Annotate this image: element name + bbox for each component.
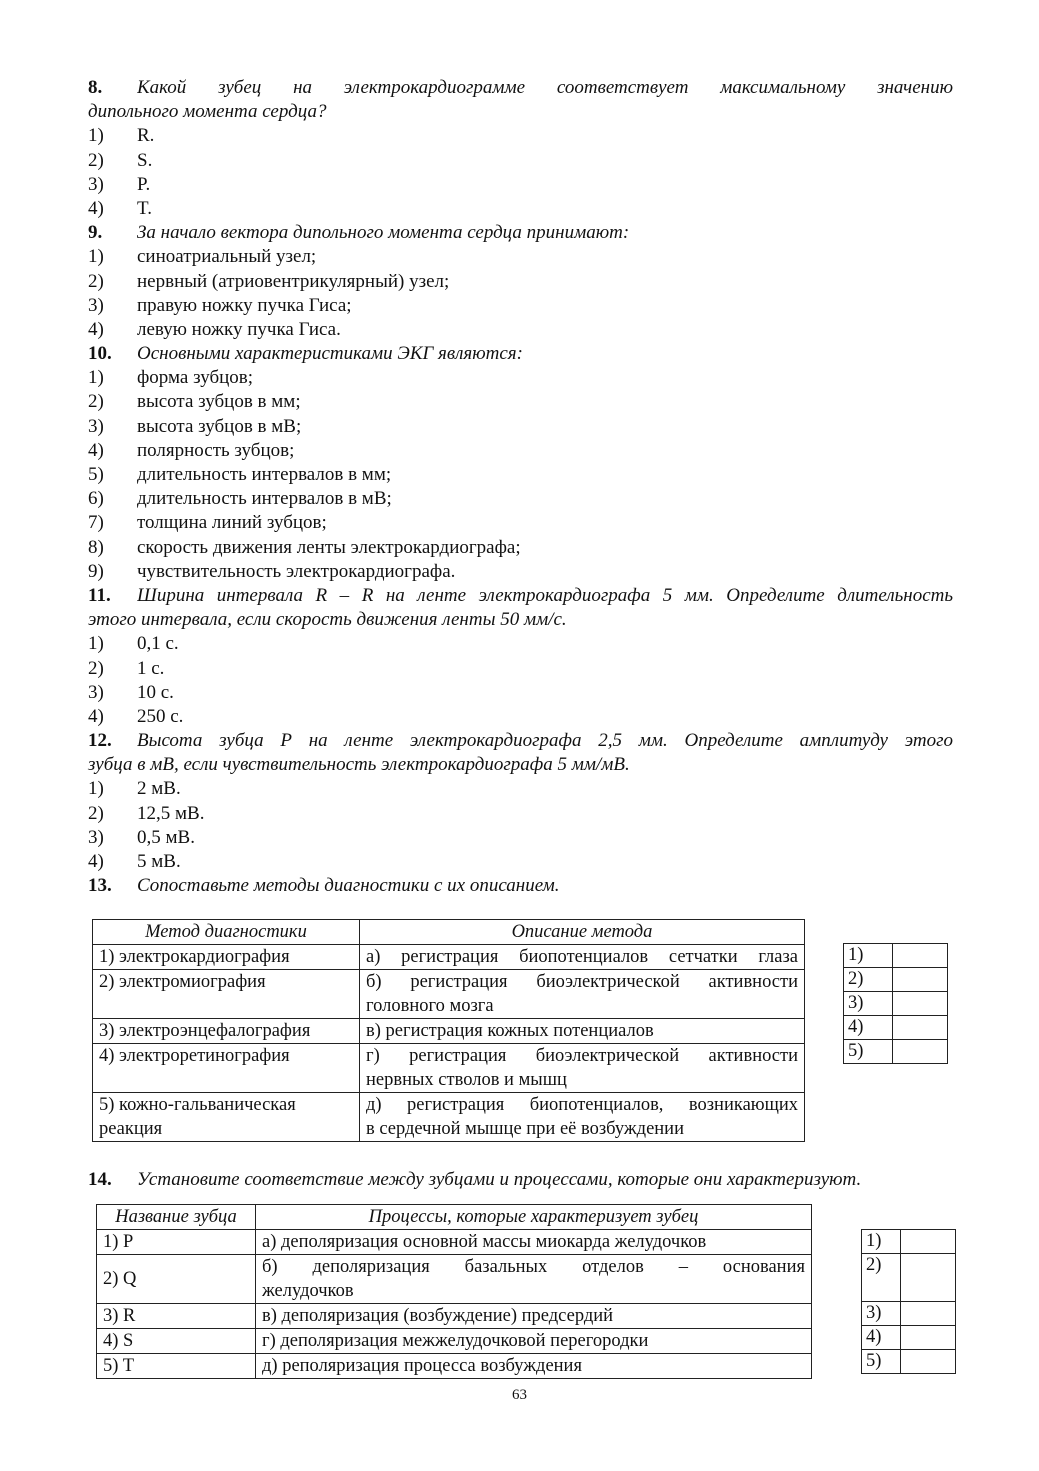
option: [88, 657, 953, 681]
option-text: 5 мВ.: [137, 851, 181, 872]
answer-row: [844, 944, 948, 968]
answer-cell[interactable]: [893, 968, 948, 992]
option-text: 0,1 с.: [137, 633, 179, 655]
answer-label: 5): [844, 1040, 893, 1064]
method-line: 5) кожно-гальваническая: [99, 1095, 296, 1115]
option-number: 5): [88, 464, 104, 485]
option-text: чувствительность электрокардиографа.: [137, 560, 456, 582]
answer-label: 4): [862, 1326, 901, 1350]
answer-cell[interactable]: [893, 1040, 948, 1064]
answer-cell[interactable]: [901, 1230, 956, 1254]
option-text: S.: [137, 149, 153, 171]
option-number: 1): [88, 125, 104, 147]
answer-label: 3): [862, 1302, 901, 1326]
option-number: 4): [88, 197, 104, 219]
option: [88, 705, 953, 729]
option-number: 2): [88, 270, 104, 292]
question-text-cont: дипольного момента сердца?: [88, 101, 327, 123]
option-text: 250 с.: [137, 705, 184, 727]
option-text: 0,5 мВ.: [137, 826, 195, 848]
description-cell: [360, 945, 805, 970]
question-text: Сопоставьте методы диагностики с их описанием.: [137, 875, 560, 897]
option-number: 6): [88, 488, 104, 510]
option: [88, 850, 953, 874]
question-number: 10.: [88, 343, 112, 365]
option-number: 3): [88, 173, 104, 195]
question-9: [88, 221, 953, 245]
question-text: Основными характеристиками ЭКГ являются:: [137, 343, 523, 365]
table-row: [93, 1093, 805, 1142]
description-cell: в) регистрация кожных потенциалов: [360, 1019, 805, 1044]
option: [88, 390, 953, 414]
wave-cell: 4) S: [97, 1329, 256, 1354]
option-text: P.: [137, 173, 151, 195]
description-cell: [360, 1044, 805, 1093]
option-text: 2 мВ.: [137, 778, 181, 800]
option-number: 8): [88, 536, 104, 558]
method-cell: 4) электроретинография: [93, 1044, 360, 1093]
option: [88, 463, 953, 487]
description-line: г) регистрация биоэлектрической активности: [366, 1046, 798, 1066]
question-text-cont: этого интервала, если скорость движения ленты 50 мм/с.: [88, 609, 567, 631]
description-line: д) регистрация биопотенциалов, возникающих: [366, 1095, 798, 1115]
answer-grid-14: [861, 1229, 956, 1374]
option-text: 10 с.: [137, 681, 174, 703]
option: [88, 294, 953, 318]
option-number: 2): [88, 391, 104, 413]
option-text: 12,5 мВ.: [137, 802, 205, 824]
process-line: желудочков: [262, 1281, 354, 1301]
option-number: 4): [88, 705, 104, 727]
table-header-row: [97, 1205, 812, 1230]
answer-grid-13: [843, 943, 948, 1064]
option: [88, 415, 953, 439]
answer-label: 1): [862, 1230, 901, 1254]
option-number: 2): [88, 657, 104, 679]
option: [88, 270, 953, 294]
option-text: полярность зубцов;: [137, 439, 295, 461]
answer-row: [862, 1326, 956, 1350]
option-text: высота зубцов в мм;: [137, 391, 301, 413]
process-cell: г) деполяризация межжелудочковой перегородки: [256, 1329, 812, 1354]
option: [88, 487, 953, 511]
option-number: 2): [88, 802, 104, 824]
option: [88, 318, 953, 342]
option: [88, 802, 953, 826]
question-text: Какой зубец на электрокардиограмме соответствует максимальному значению: [137, 77, 953, 98]
option-text: скорость движения ленты электрокардиографа;: [137, 536, 521, 558]
option-number: 4): [88, 318, 104, 340]
option-text: T.: [137, 197, 152, 219]
option: [88, 149, 953, 173]
option-number: 7): [88, 512, 104, 534]
answer-cell[interactable]: [901, 1254, 956, 1302]
methods-table: [92, 919, 805, 1142]
questions-block: [88, 76, 953, 898]
method-cell: [93, 1093, 360, 1142]
method-cell: 3) электроэнцефалография: [93, 1019, 360, 1044]
wave-cell: 5) T: [97, 1354, 256, 1379]
waves-table: [96, 1204, 812, 1379]
option-text: левую ножку пучка Гиса.: [137, 318, 341, 340]
description-cell: [360, 970, 805, 1019]
question-8: [88, 76, 953, 100]
option-number: 1): [88, 778, 104, 800]
option: [88, 560, 953, 584]
option-text: 1 с.: [137, 657, 165, 679]
option: [88, 826, 953, 850]
option-text: толщина линий зубцов;: [137, 512, 327, 534]
option: [88, 245, 953, 269]
answer-row: [862, 1350, 956, 1374]
description-line: нервных стволов и мышц: [366, 1070, 567, 1090]
option: [88, 366, 953, 390]
option: [88, 632, 953, 656]
question-11: [88, 584, 953, 608]
option: [88, 777, 953, 801]
option: [88, 124, 953, 148]
table-row: [93, 945, 805, 970]
process-cell: а) деполяризация основной массы миокарда желудочков: [256, 1230, 812, 1255]
column-header: Название зубца: [97, 1205, 256, 1230]
question-number: 8.: [88, 77, 103, 98]
method-line: реакция: [99, 1119, 163, 1139]
option-number: 3): [88, 415, 104, 437]
option-text: синоатриальный узел;: [137, 246, 317, 268]
answer-label: 2): [844, 968, 893, 992]
process-cell: [256, 1255, 812, 1304]
answer-cell[interactable]: [901, 1302, 956, 1326]
question-number: 11.: [88, 584, 111, 606]
option-text: R.: [137, 125, 155, 147]
option: [88, 197, 953, 221]
question-number: 12.: [88, 730, 112, 752]
description-line: в сердечной мышце при её возбуждении: [366, 1119, 684, 1139]
answer-row: [844, 1016, 948, 1040]
table-row: [93, 1019, 805, 1044]
answer-label: 5): [862, 1350, 901, 1374]
option-number: 3): [88, 681, 104, 703]
answer-row: [862, 1254, 956, 1302]
question-10: [88, 342, 953, 366]
answer-row: [862, 1230, 956, 1254]
option-number: 1): [88, 246, 104, 268]
answer-label: 2): [862, 1254, 901, 1302]
process-cell: в) деполяризация (возбуждение) предсердий: [256, 1304, 812, 1329]
table-row: [97, 1354, 812, 1379]
method-cell: 2) электромиография: [93, 970, 360, 1019]
option-text: длительность интервалов в мВ;: [137, 488, 392, 510]
option: [88, 511, 953, 535]
option-number: 1): [88, 633, 104, 655]
process-cell: д) реполяризация процесса возбуждения: [256, 1354, 812, 1379]
description-line: а) регистрация биопотенциалов сетчатки глаза: [366, 947, 798, 967]
answer-label: 1): [844, 944, 893, 968]
answer-row: [862, 1302, 956, 1326]
option-text: длительность интервалов в мм;: [137, 464, 392, 485]
answer-label: 3): [844, 992, 893, 1016]
wave-cell: 2) Q: [97, 1255, 256, 1304]
option: [88, 173, 953, 197]
option-number: 4): [88, 851, 104, 872]
question-text: Высота зубца Р на ленте электрокардиографа 2,5 мм. Определите амплитуду этого: [137, 730, 953, 752]
table-row: [93, 1044, 805, 1093]
table-row: [97, 1329, 812, 1354]
table-row: [93, 970, 805, 1019]
option: [88, 536, 953, 560]
answer-row: [844, 968, 948, 992]
table-header-row: [93, 920, 805, 945]
description-cell: [360, 1093, 805, 1142]
option-number: 3): [88, 826, 104, 848]
question-12: [88, 729, 953, 753]
option: [88, 681, 953, 705]
process-line: б) деполяризация базальных отделов – основания: [262, 1257, 805, 1277]
option-number: 3): [88, 294, 104, 316]
question-14: [88, 1168, 953, 1192]
option-text: форма зубцов;: [137, 367, 254, 389]
answer-row: [844, 1040, 948, 1064]
question-text: Ширина интервала R – R на ленте электрокардиографа 5 мм. Определите длительность: [137, 584, 953, 606]
option-number: 2): [88, 149, 104, 171]
table-row: [97, 1230, 812, 1255]
answer-cell[interactable]: [893, 944, 948, 968]
wave-cell: 1) P: [97, 1230, 256, 1255]
column-header: Процессы, которые характеризует зубец: [256, 1205, 812, 1230]
question-text-cont: зубца в мВ, если чувствительность электрокардиографа 5 мм/мВ.: [88, 754, 630, 776]
option-text: высота зубцов в мВ;: [137, 415, 302, 437]
wave-cell: 3) R: [97, 1304, 256, 1329]
question-number: 14.: [88, 1169, 112, 1190]
answer-cell[interactable]: [901, 1326, 956, 1350]
description-line: головного мозга: [366, 996, 494, 1016]
table-row: [97, 1304, 812, 1329]
column-header: Метод диагностики: [93, 920, 360, 945]
answer-cell[interactable]: [901, 1350, 956, 1374]
table-row: [97, 1255, 812, 1304]
option-text: правую ножку пучка Гиса;: [137, 294, 352, 316]
answer-label: 4): [844, 1016, 893, 1040]
question-number: 13.: [88, 875, 112, 897]
question-text: За начало вектора дипольного момента сердца принимают:: [137, 222, 630, 244]
description-line: б) регистрация биоэлектрической активности: [366, 972, 798, 992]
method-cell: 1) электрокардиография: [93, 945, 360, 970]
question-13: [88, 874, 953, 898]
answer-cell[interactable]: [893, 1016, 948, 1040]
answer-cell[interactable]: [893, 992, 948, 1016]
option-number: 4): [88, 439, 104, 461]
option-text: нервный (атриовентрикулярный) узел;: [137, 270, 450, 292]
option: [88, 439, 953, 463]
question-text: Установите соответствие между зубцами и процессами, которые они характеризуют.: [137, 1169, 862, 1190]
option-number: 9): [88, 560, 104, 582]
answer-row: [844, 992, 948, 1016]
column-header: Описание метода: [360, 920, 805, 945]
question-number: 9.: [88, 222, 103, 244]
option-number: 1): [88, 367, 104, 389]
page-number: 63: [512, 1387, 527, 1403]
